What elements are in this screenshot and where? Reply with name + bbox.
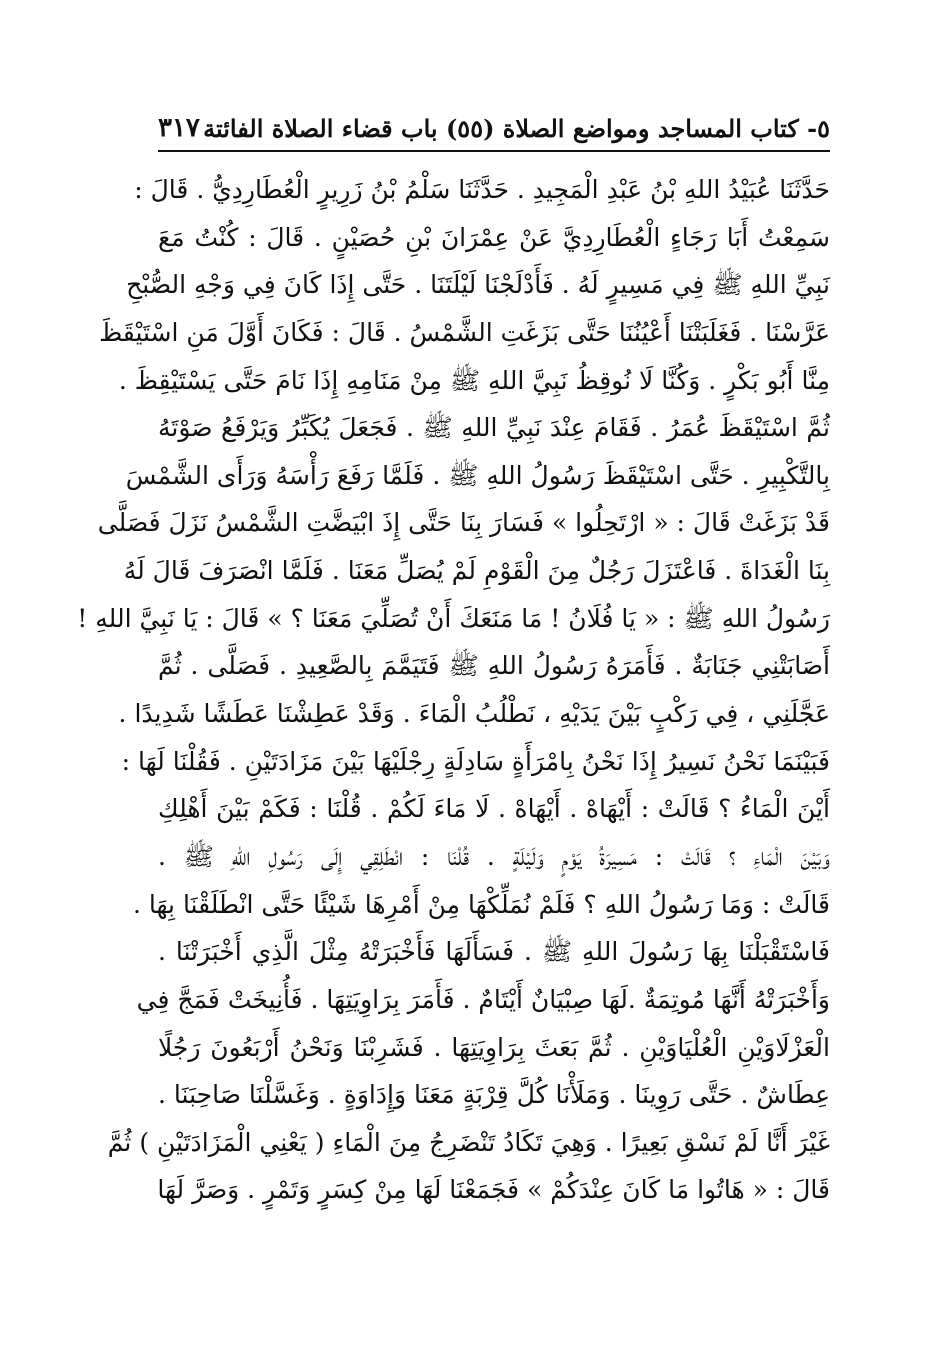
text-line: نَبِيِّ اللهِ ﷺ فِي مَسِيرٍ لَهُ . فَأَدْلَجْنَا لَيْلَتَنَا . حَتَّى إِذَا كَانَ فِي وَجْهِ الصُّبْحِ — [126, 270, 830, 300]
hadith-text — [77, 166, 830, 1214]
page-number: ٣١٧ — [158, 113, 200, 143]
text-line: قَالَتْ : وَمَا رَسُولُ اللهِ ؟ فَلَمْ نُمَلِّكْهَا مِنْ أَمْرِهَا شَيْئًا حَتَّى انْطَلَقْنَا بِهَا . — [133, 889, 830, 919]
text-line: بِالتَّكْبِيرِ . حَتَّى اسْتَيْقَظَ رَسُولُ اللهِ ﷺ . فَلَمَّا رَفَعَ رَأْسَهُ وَرَأَى الشَّمْسَ — [125, 460, 830, 490]
text-line: فَاسْتَقْبَلْنَا بِهَا رَسُولَ اللهِ ﷺ . فَسَأَلَهَا فَأَخْبَرَتْهُ مِثْلَ الَّذِي أَخْبَرَتْنَا . — [158, 937, 830, 967]
running-header — [158, 106, 830, 150]
text-line: وَأَخْبَرَتْهُ أَنَّهَا مُوتِمَةٌ .لَهَا صِبْيَانٌ أَيْتَامٌ . فَأَمَرَ بِرَاوِيَتِهَا . فَأُنِيخَتْ فَمَجَّ فِي — [136, 984, 830, 1014]
text-line: أَيْنَ الْمَاءُ ؟ قَالَتْ : أَيْهَاهْ . أَيْهَاهْ . لَا مَاءَ لَكُمْ . قُلْنَا : فَكَمْ بَيْنَ أَهْلِكِ — [158, 794, 830, 824]
text-line: بِنَا الْغَدَاةَ . فَاعْتَزَلَ رَجُلٌ مِنَ الْقَوْمِ لَمْ يُصَلِّ مَعَنَا . فَلَمَّا انْصَرَفَ قَالَ لَهُ — [123, 556, 830, 586]
text-line: قَالَ : « هَاتُوا مَا كَانَ عِنْدَكُمْ » فَجَمَعْنَا لَهَا مِنْ كِسَرٍ وَتَمْرٍ . وَصَرَّ لَهَا — [157, 1175, 830, 1205]
text-line: عَجَّلَنِي ، فِي رَكْبٍ بَيْنَ يَدَيْهِ ، نَطْلُبُ الْمَاءَ . وَقَدْ عَطِشْنَا عَطَشًا شَدِيدًا . — [118, 699, 830, 729]
chapter-section-title: ٥- كتاب المساجد ومواضع الصلاة (٥٥) باب قضاء الصلاة الفائتة — [203, 113, 830, 143]
text-line: مِنَّا أَبُو بَكْرٍ . وَكُنَّا لَا نُوقِظُ نَبِيَّ اللهِ ﷺ مِنْ مَنَامِهِ إِذَا نَامَ حَتَّى يَسْتَيْقِظَ . — [118, 365, 830, 395]
text-line: عِطَاشٌ . حَتَّى رَوِينَا . وَمَلَأْنَا كُلَّ قِرْبَةٍ مَعَنَا وَإِدَاوَةٍ . وَغَسَّلْنَا صَاحِبَنَا . — [158, 1080, 830, 1110]
text-line: قَدْ بَزَغَتْ قَالَ : « ارْتَحِلُوا » فَسَارَ بِنَا حَتَّى إِذَ ابْيَضَّتِ الشَّمْسُ نَزَلَ فَصَلَّى — [97, 508, 830, 538]
text-line: الْعَزْلَاوَيْنِ الْعُلْيَاوَيْنِ . ثُمَّ بَعَثَ بِرَاوِيَتِهَا . فَشَرِبْنَا وَنَحْنُ أَرْبَعُونَ رَجُلًا — [158, 1032, 830, 1062]
text-line: رَسُولُ اللهِ ﷺ : « يَا فُلَانُ ! مَا مَنَعَكَ أَنْ تُصَلِّيَ مَعَنَا ؟ » قَالَ : يَا نَبِيَّ اللهِ ! — [77, 603, 830, 633]
text-line: فَبَيْنَمَا نَحْنُ نَسِيرُ إِذَا نَحْنُ بِامْرَأَةٍ سَادِلَةٍ رِجْلَيْهَا بَيْنَ مَزَادَتَيْنِ . فَقُلْنَا لَهَا : — [121, 746, 830, 776]
text-line: أَصَابَتْنِي جَنَابَةٌ . فَأَمَرَهُ رَسُولُ اللهِ ﷺ فَتَيَمَّمَ بِالصَّعِيدِ . فَصَلَّى . ثُمَّ — [158, 651, 830, 681]
text-line: حَدَّثَنَا عُبَيْدُ اللهِ بْنُ عَبْدِ الْمَجِيدِ . حَدَّثَنَا سَلْمُ بْنُ زَرِيرٍ الْعُطَارِدِيُّ . قَالَ : — [134, 175, 830, 204]
text-line: سَمِعْتُ أَبَا رَجَاءٍ الْعُطَارِدِيَّ عَنْ عِمْرَانَ بْنِ حُصَيْنٍ . قَالَ : كُنْتُ مَعَ — [158, 222, 830, 252]
text-line: عَرَّسْنَا . فَغَلَبَتْنَا أَعْيُنُنَا حَتَّى بَزَغَتِ الشَّمْسُ . قَالَ : فَكَانَ أَوَّلَ مَنِ اسْتَيْقَظَ — [99, 317, 830, 347]
text-line: وَبَيْنَ الْمَاءِ ؟ قَالَتْ : مَسِيرَةُ يَوْمٍ وَلَيْلَةٍ . قُلْنَا : انْطَلِقِي إِلَى رَسُولِ اللهِ ﷺ . — [158, 841, 830, 871]
header-divider — [158, 150, 830, 152]
text-line: غَيْرَ أَنَّا لَمْ نَسْقِ بَعِيرًا . وَهِيَ تَكَادُ تَنْضَرِجُ مِنَ الْمَاءِ ( يَعْنِي الْمَزَادَتَيْنِ ) ثُمَّ — [107, 1127, 830, 1157]
text-line: ثُمَّ اسْتَيْقَظَ عُمَرُ . فَقَامَ عِنْدَ نَبِيِّ اللهِ ﷺ . فَجَعَلَ يُكَبِّرُ وَيَرْفَعُ صَوْتَهُ — [158, 413, 830, 443]
